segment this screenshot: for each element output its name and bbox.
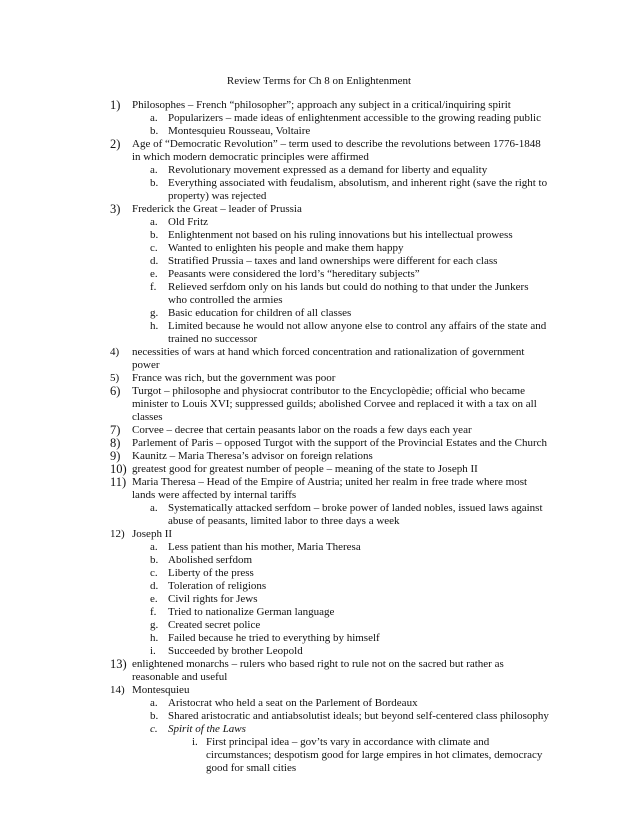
sub-item-letter: b. xyxy=(150,710,159,722)
sub-item-letter: c. xyxy=(150,567,158,579)
sub-item-letter: h. xyxy=(150,632,159,644)
item-text: greatest good for greatest number of people – meaning of the state to Joseph II xyxy=(132,463,478,475)
sub-item xyxy=(110,593,550,606)
sub-item-text: Succeeded by brother Leopold xyxy=(168,645,303,657)
sub-item xyxy=(110,112,550,125)
sub-item-text: Wanted to enlighten his people and make them happy xyxy=(168,242,404,254)
sub-item xyxy=(110,216,550,229)
item-text: Turgot – philosophe and physiocrat contributor to the Encyclopèdie; official who became minister to Louis XVI; suppressed guilds; abolished Corvee and replaced it with a tax on all classes xyxy=(132,385,537,423)
list-item xyxy=(110,203,550,216)
list-item xyxy=(110,372,550,385)
sub-item xyxy=(110,125,550,138)
sub-item-letter: g. xyxy=(150,307,159,319)
item-text: necessities of wars at hand which forced concentration and rationalization of government power xyxy=(132,346,525,371)
list-item xyxy=(110,528,550,541)
sub-item-text: Relieved serfdom only on his lands but could do nothing to that under the Junkers who controlled the armies xyxy=(168,281,529,306)
sub-item-text: Systematically attacked serfdom – broke power of landed nobles, issued laws against abuse of peasants, limited labor to three days a week xyxy=(168,502,543,527)
sub-item xyxy=(110,164,550,177)
sub-item-letter: c. xyxy=(150,723,158,735)
sub-item-letter: h. xyxy=(150,320,159,332)
sub-item-letter: a. xyxy=(150,112,158,124)
sub-item xyxy=(110,645,550,658)
sub-item xyxy=(110,320,550,346)
sub-item-letter: f. xyxy=(150,606,157,618)
list-item xyxy=(110,437,550,450)
sub-item xyxy=(110,255,550,268)
sub-item-letter: c. xyxy=(150,242,158,254)
list-item xyxy=(110,385,550,424)
sub-item-text: Aristocrat who held a seat on the Parlement of Bordeaux xyxy=(168,697,418,709)
sub-item-letter: a. xyxy=(150,697,158,709)
sub-item-text: Less patient than his mother, Maria Theresa xyxy=(168,541,361,553)
sub-item-letter: a. xyxy=(150,164,158,176)
sub-item-letter: e. xyxy=(150,268,158,280)
item-text: Age of “Democratic Revolution” – term used to describe the revolutions between 1776-1848 in which modern democratic principles were affirmed xyxy=(132,138,541,163)
sub-item xyxy=(110,554,550,567)
sub-item-text: Peasants were considered the lord’s “hereditary subjects” xyxy=(168,268,420,280)
sub-sub-item-text: First principal idea – gov’ts vary in accordance with climate and circumstances; despotism good for large empires in hot climates, democracy good for small cities xyxy=(206,736,543,774)
review-terms-list xyxy=(110,99,550,775)
sub-item xyxy=(110,710,550,723)
sub-item-text: Popularizers – made ideas of enlightenment accessible to the growing reading public xyxy=(168,112,541,124)
sub-item xyxy=(110,177,550,203)
sub-item-text: Spirit of the Laws xyxy=(168,723,246,735)
item-number: 2) xyxy=(110,137,121,151)
sub-item xyxy=(110,242,550,255)
item-number: 8) xyxy=(110,436,121,450)
item-text: Corvee – decree that certain peasants labor on the roads a few days each year xyxy=(132,424,472,436)
sub-sub-item xyxy=(110,736,550,775)
sub-item xyxy=(110,606,550,619)
sub-item xyxy=(110,632,550,645)
list-item xyxy=(110,99,550,112)
sub-item xyxy=(110,502,550,528)
item-text: Joseph II xyxy=(132,528,173,540)
sub-item xyxy=(110,619,550,632)
sub-item-text: Tried to nationalize German language xyxy=(168,606,335,618)
sub-item-letter: f. xyxy=(150,281,157,293)
list-item xyxy=(110,346,550,372)
sub-item xyxy=(110,307,550,320)
sub-item-text: Montesquieu Rousseau, Voltaire xyxy=(168,125,311,137)
item-number: 6) xyxy=(110,384,121,398)
sub-item-letter: d. xyxy=(150,255,159,267)
sub-item-text: Enlightenment not based on his ruling innovations but his intellectual prowess xyxy=(168,229,513,241)
sub-item-text: Revolutionary movement expressed as a demand for liberty and equality xyxy=(168,164,488,176)
item-number: 9) xyxy=(110,449,121,463)
sub-item-letter: b. xyxy=(150,125,159,137)
item-text: enlightened monarchs – rulers who based right to rule not on the sacred but rather as reasonable and useful xyxy=(132,658,504,683)
sub-item-text: Failed because he tried to everything by himself xyxy=(168,632,380,644)
item-number: 14) xyxy=(110,684,125,696)
item-text: Kaunitz – Maria Theresa’s advisor on foreign relations xyxy=(132,450,373,462)
sub-item xyxy=(110,281,550,307)
sub-item xyxy=(110,229,550,242)
item-number: 11) xyxy=(110,475,127,489)
sub-item xyxy=(110,580,550,593)
sub-item xyxy=(110,541,550,554)
sub-item-text: Everything associated with feudalism, absolutism, and inherent right (save the right to property) was rejected xyxy=(168,177,548,202)
sub-item-letter: i. xyxy=(150,645,156,657)
item-text: Philosophes – French “philosopher”; approach any subject in a critical/inquiring spirit xyxy=(132,99,511,111)
item-number: 13) xyxy=(110,657,127,671)
sub-item-letter: e. xyxy=(150,593,158,605)
sub-item-letter: a. xyxy=(150,541,158,553)
sub-item xyxy=(110,723,550,736)
item-text: Montesquieu xyxy=(132,684,190,696)
list-item xyxy=(110,684,550,697)
list-item xyxy=(110,463,550,476)
sub-item-letter: b. xyxy=(150,554,159,566)
sub-item xyxy=(110,268,550,281)
item-number: 7) xyxy=(110,423,121,437)
item-number: 1) xyxy=(110,98,121,112)
sub-item-text: Limited because he would not allow anyone else to control any affairs of the state and trained no successor xyxy=(168,320,547,345)
sub-item-text: Shared aristocratic and antiabsolutist ideals; but beyond self-centered class philosophy xyxy=(168,710,549,722)
list-item xyxy=(110,138,550,164)
item-text: Parlement of Paris – opposed Turgot with the support of the Provincial Estates and the Church xyxy=(132,437,547,449)
item-number: 5) xyxy=(110,372,120,384)
sub-item xyxy=(110,567,550,580)
sub-sub-item-numeral: i. xyxy=(192,736,198,748)
sub-item-text: Old Fritz xyxy=(168,216,209,228)
sub-item-letter: g. xyxy=(150,619,159,631)
sub-item-text: Basic education for children of all classes xyxy=(168,307,352,319)
list-item xyxy=(110,450,550,463)
sub-item-text: Toleration of religions xyxy=(168,580,267,592)
sub-item-text: Liberty of the press xyxy=(168,567,254,579)
document-title: Review Terms for Ch 8 on Enlightenment xyxy=(226,75,412,87)
sub-item-text: Civil rights for Jews xyxy=(168,593,258,605)
item-number: 12) xyxy=(110,528,125,540)
list-item xyxy=(110,476,550,502)
item-number: 4) xyxy=(110,346,120,358)
item-text: Maria Theresa – Head of the Empire of Austria; united her realm in free trade where most lands were affected by internal tariffs xyxy=(132,476,528,501)
sub-item-letter: a. xyxy=(150,216,158,228)
item-text: Frederick the Great – leader of Prussia xyxy=(132,203,302,215)
sub-item-text: Abolished serfdom xyxy=(168,554,253,566)
item-number: 3) xyxy=(110,202,121,216)
sub-item-text: Stratified Prussia – taxes and land ownerships were different for each class xyxy=(168,255,498,267)
sub-item-letter: b. xyxy=(150,177,159,189)
sub-item xyxy=(110,697,550,710)
item-number: 10) xyxy=(110,462,127,476)
sub-item-letter: a. xyxy=(150,502,158,514)
item-text: France was rich, but the government was poor xyxy=(132,372,336,384)
list-item xyxy=(110,424,550,437)
sub-item-letter: d. xyxy=(150,580,159,592)
list-item xyxy=(110,658,550,684)
sub-item-text: Created secret police xyxy=(168,619,261,631)
sub-item-letter: b. xyxy=(150,229,159,241)
